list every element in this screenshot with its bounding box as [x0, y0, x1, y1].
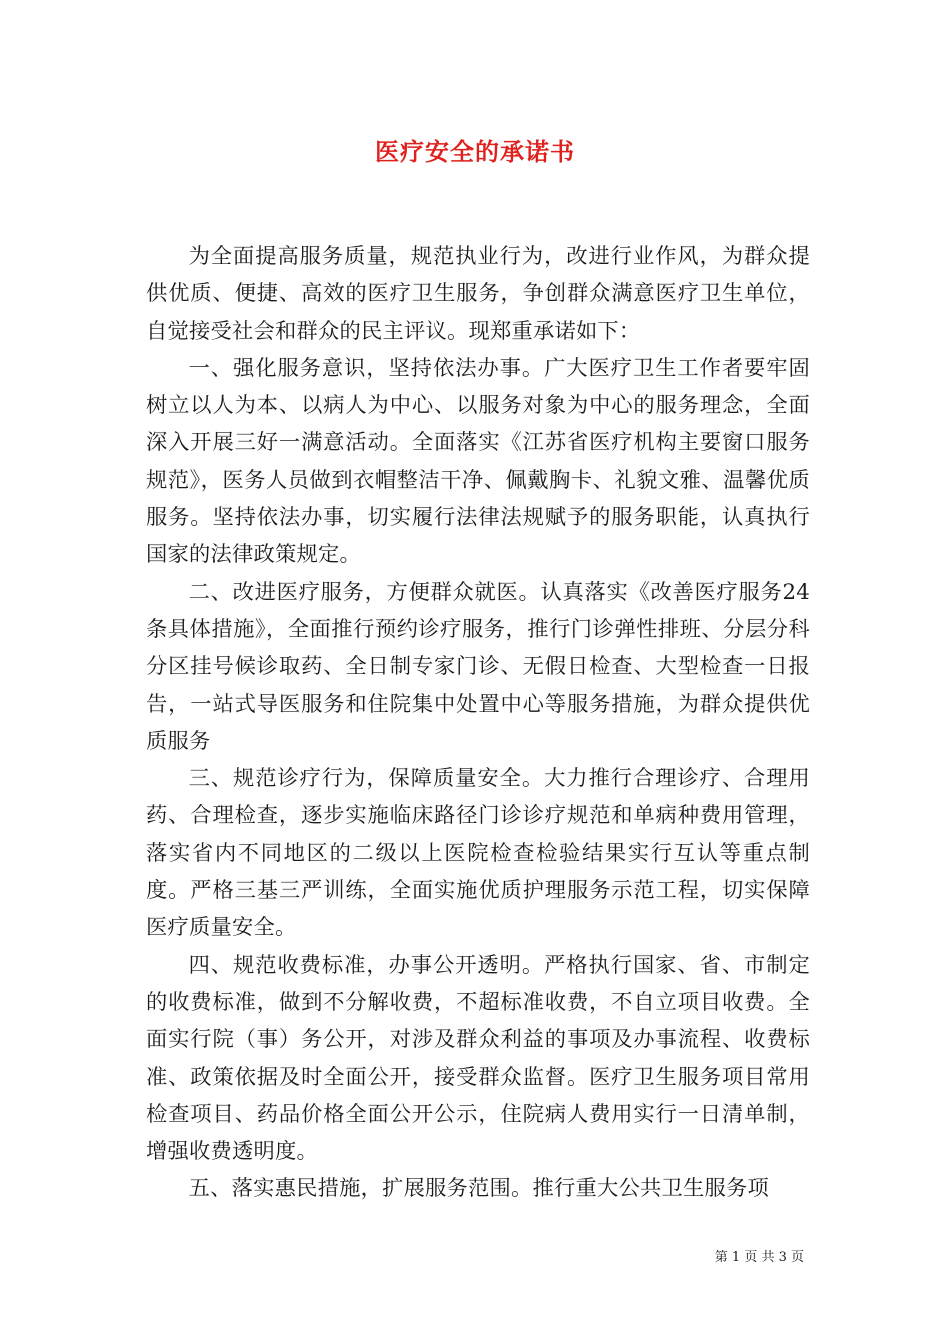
commitment-paragraph-4: 四、规范收费标准，办事公开透明。严格执行国家、省、市制定的收费标准，做到不分解收费，不超标准收费，不自立项目收费。全面实行院（事）务公开，对涉及群众利益的事项及办事流程、收费标准、政策依据及时全面公开，接受群众监督。医疗卫生服务项目常用检查项目、药品价格全面公开公示，住院病人费用实行一日清单制，增强收费透明度。 — [146, 952, 810, 1165]
commitment-paragraph-1: 一、强化服务意识，坚持依法办事。广大医疗卫生工作者要牢固树立以人为本、以病人为中心、以服务对象为中心的服务理念，全面深入开展三好一满意活动。全面落实《江苏省医疗机构主要窗口服务规范》，医务人员做到衣帽整洁干净、佩戴胸卡、礼貌文雅、温馨优质服务。坚持依法办事，切实履行法律法规赋予的服务职能，认真执行国家的法律政策规定。 — [146, 355, 810, 568]
commitment-paragraph-3: 三、规范诊疗行为，保障质量安全。大力推行合理诊疗、合理用药、合理检查，逐步实施临床路径门诊诊疗规范和单病种费用管理，落实省内不同地区的二级以上医院检查检验结果实行互认等重点制度。严格三基三严训练，全面实施优质护理服务示范工程，切实保障医疗质量安全。 — [146, 766, 810, 941]
intro-paragraph: 为全面提高服务质量，规范执业行为，改进行业作风，为群众提供优质、便捷、高效的医疗卫生服务，争创群众满意医疗卫生单位，自觉接受社会和群众的民主评议。现郑重承诺如下： — [146, 244, 810, 344]
document-body — [146, 238, 810, 1208]
commitment-paragraph-2: 二、改进医疗服务，方便群众就医。认真落实《改善医疗服务24条具体措施》，全面推行预约诊疗服务，推行门诊弹性排班、分层分科分区挂号候诊取药、全日制专家门诊、无假日检查、大型检查一日报告，一站式导医服务和住院集中处置中心等服务措施，为群众提供优质服务 — [146, 579, 810, 754]
document-title: 医疗安全的承诺书 — [375, 137, 575, 166]
page-number-indicator: 第 1 页 共 3 页 — [714, 1250, 804, 1265]
commitment-paragraph-5: 五、落实惠民措施，扩展服务范围。推行重大公共卫生服务项 — [188, 1176, 770, 1202]
